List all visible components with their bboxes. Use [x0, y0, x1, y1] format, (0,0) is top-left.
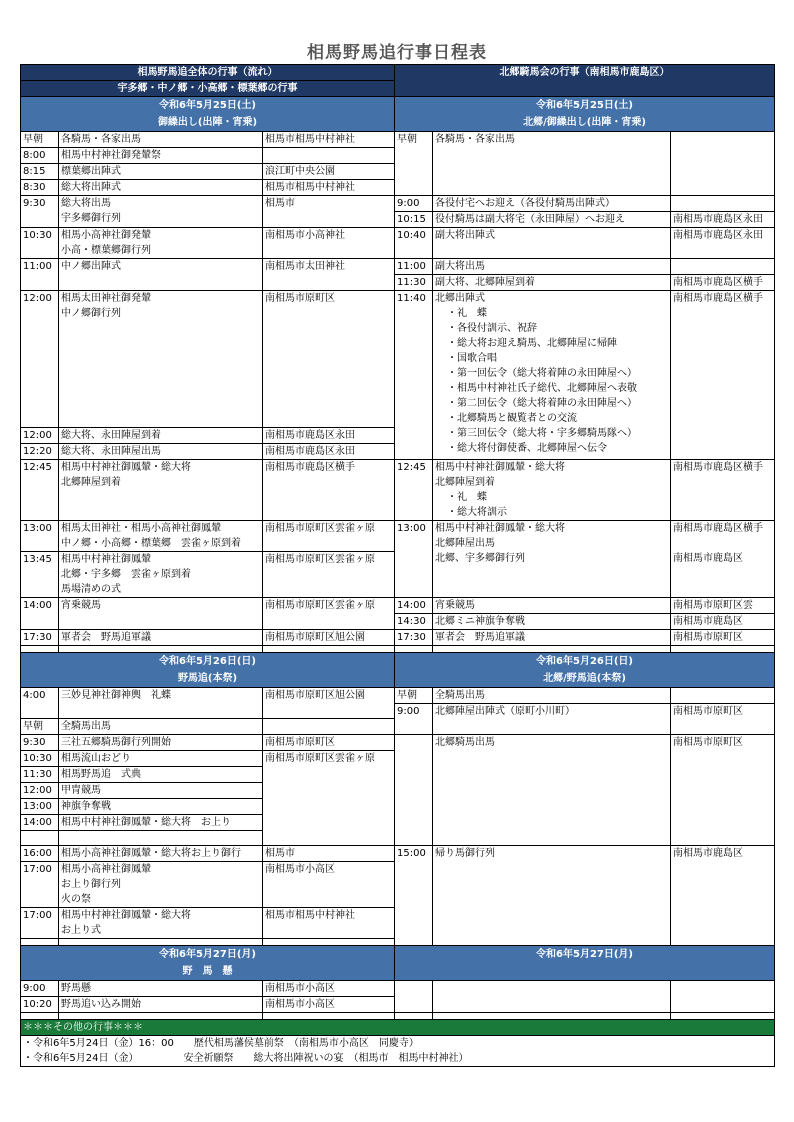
event-cell: 役付騎馬は副大将宅（永田陣屋）へお迎え: [433, 212, 671, 228]
time-cell: 8:00: [21, 148, 59, 164]
opening-ceremony-cell: [433, 291, 671, 460]
day1-date-left: 令和6年5月25日(土): [159, 100, 256, 111]
table-row: [21, 228, 775, 259]
time-cell: 8:30: [21, 180, 59, 196]
time-cell: 12:45: [395, 460, 433, 521]
place-cell: 相馬市相馬中村神社: [263, 180, 395, 196]
event-line: 北郷陣屋出馬: [435, 538, 496, 549]
table-row: [21, 460, 775, 521]
ceremony-item: ・国歌合唱: [447, 353, 498, 364]
time-cell: 10:30: [21, 228, 59, 259]
day3-date-left: 令和6年5月27日(月): [159, 949, 256, 960]
place-cell: 相馬市: [263, 196, 395, 228]
day1-header: [21, 97, 775, 132]
ceremony-item: ・第二回伝令（総大将着陣の永田陣屋へ）: [447, 398, 638, 409]
day1-name-left: 御繰出し(出陣・宵乗): [157, 117, 258, 128]
ceremony-item: ・礼 蝶: [447, 308, 488, 319]
left-subsection-title: 宇多郷・中ノ郷・小高郷・標葉郷の行事: [21, 81, 395, 97]
place-cell: 南相馬市鹿島区横手: [671, 291, 775, 460]
right-section-title: 北郷騎馬会の行事（南相馬市鹿島区）: [395, 65, 775, 97]
others-row: [21, 1036, 775, 1067]
event-cell: 野馬追い込み開始: [59, 997, 263, 1013]
event-cell: 相馬野馬追 式典: [59, 767, 263, 783]
event-cell: 相馬中村神社御発輦祭: [59, 148, 263, 164]
time-cell: 9:00: [395, 196, 433, 212]
ceremony-item: ・総大将お迎え騎馬、北郷陣屋に帰陣: [447, 338, 618, 349]
time-cell: 10:15: [395, 212, 433, 228]
event-cell: 総大将出陣式: [59, 180, 263, 196]
time-cell: 早朝: [395, 688, 433, 704]
place-cell: 南相馬市小高神社: [263, 228, 395, 259]
event-cell: 全騎馬出馬: [59, 719, 263, 735]
event-cell: 各騎馬・各家出馬: [59, 132, 263, 148]
event-line: 相馬中村神社御鳳輦: [61, 554, 151, 565]
time-cell: 14:00: [21, 815, 59, 831]
event-cell: 副大将出陣式: [433, 228, 671, 259]
event-cell: 各役付宅へお迎え（各役付騎馬出陣式）: [433, 196, 671, 212]
table-row: [21, 291, 775, 428]
event-cell: 総大将、永田陣屋到着: [59, 428, 263, 444]
event-line: 北郷陣屋到着: [435, 477, 496, 488]
others-line: ・令和6年5月24日（金）16：00 歴代相馬藩侯墓前祭 （南相馬市小高区 同慶寺）: [23, 1038, 419, 1049]
place-cell: 浪江町中央公園: [263, 164, 395, 180]
time-cell: 4:00: [21, 688, 59, 719]
place-cell: 南相馬市原町区旭公園: [263, 630, 395, 646]
place-cell: 南相馬市小高区: [263, 862, 395, 908]
schedule-table: [20, 64, 775, 1067]
event-line: 北郷、宇多郷御行列: [435, 553, 526, 564]
time-cell: 15:00: [395, 846, 433, 946]
others-line: ・令和6年5月24日（金） 安全祈願祭 総大将出陣祝いの宴 （相馬市 相馬中村神社）: [23, 1053, 469, 1064]
day1-name-right: 北郷/御繰出し(出陣・宵乗): [523, 117, 646, 128]
table-row: [21, 598, 775, 614]
time-cell: 13:00: [395, 521, 433, 598]
event-line: 馬場清めの式: [61, 584, 121, 595]
event-line: 中ノ郷・小高郷・標葉郷 雲雀ヶ原到着: [61, 538, 241, 549]
event-cell: 標葉郷出陣式: [59, 164, 263, 180]
left-section-title: 相馬野馬追全体の行事（流れ）: [21, 65, 395, 81]
time-cell: 13:00: [21, 521, 59, 552]
event-cell: 軍者会 野馬追軍議: [59, 630, 263, 646]
page-title: 相馬野馬追行事日程表: [307, 43, 487, 63]
time-cell: 11:30: [395, 275, 433, 291]
event-cell: 北郷ミニ神旗争奪戦: [433, 614, 671, 630]
event-cell: 副大将出馬: [433, 259, 671, 275]
event-cell: 北郷陣屋出陣式（原町小川町）: [433, 704, 671, 735]
event-line: 相馬中村神社御鳳輦・総大将: [61, 910, 191, 921]
time-cell: 9:00: [21, 981, 59, 997]
table-row: [21, 196, 775, 212]
time-cell: 8:15: [21, 164, 59, 180]
table-row: [21, 688, 775, 704]
event-cell: 北郷騎馬出馬: [433, 735, 671, 846]
place-cell: 南相馬市原町区旭公園: [263, 688, 395, 719]
time-cell: 17:30: [395, 630, 433, 646]
place-cell: 南相馬市小高区: [263, 997, 395, 1013]
event-cell: 宵乗競馬: [59, 598, 263, 630]
time-cell: 早朝: [21, 719, 59, 735]
day2-date-left: 令和6年5月26日(日): [159, 656, 256, 667]
place-cell: 南相馬市原町区: [671, 735, 775, 846]
table-row: [21, 521, 775, 552]
ceremony-item: ・北郷騎馬と観覧者との交流: [447, 413, 578, 424]
event-line: 中ノ郷御行列: [61, 308, 121, 319]
event-cell: 野馬懸: [59, 981, 263, 997]
place-cell: 相馬市相馬中村神社: [263, 908, 395, 939]
event-cell: 各騎馬・各家出馬: [433, 132, 671, 196]
time-cell: 9:30: [21, 735, 59, 751]
time-cell: 9:00: [395, 704, 433, 735]
ceremony-item: ・総大将訓示: [447, 507, 508, 518]
time-cell: 13:00: [21, 799, 59, 815]
day2-header: [21, 653, 775, 688]
section-header-row: [21, 65, 775, 81]
place-cell: 南相馬市鹿島区: [671, 846, 775, 946]
table-row: [21, 132, 775, 148]
event-cell: 相馬流山おどり: [59, 751, 263, 767]
place-cell: 南相馬市鹿島区横手: [671, 460, 775, 521]
time-cell: 16:00: [21, 846, 59, 862]
day3-header: [21, 946, 775, 981]
ceremony-item: ・相馬中村神社氏子総代、北郷陣屋へ表敬: [447, 383, 638, 394]
table-row: [21, 981, 775, 997]
time-cell: 12:00: [21, 783, 59, 799]
event-line: 相馬中村神社御鳳輦・総大将: [61, 462, 191, 473]
day1-date-right: 令和6年5月25日(土): [536, 100, 634, 111]
table-row: [21, 846, 775, 862]
place-cell: 南相馬市鹿島区横手: [671, 275, 775, 291]
place-cell: 南相馬市原町区雲雀ヶ原: [263, 552, 395, 598]
ceremony-item: ・第一回伝令（総大将着陣の永田陣屋へ）: [447, 368, 638, 379]
time-cell: 17:00: [21, 908, 59, 939]
table-row: [21, 259, 775, 275]
event-cell: 中ノ郷出陣式: [59, 259, 263, 291]
time-cell: 12:20: [21, 444, 59, 460]
time-cell: 14:30: [395, 614, 433, 630]
event-cell: 三妙見神社御神輿 礼蝶: [59, 688, 263, 719]
event-line: 相馬太田神社・相馬小高神社御鳳輦: [61, 523, 221, 534]
event-cell: 神旗争奪戦: [59, 799, 263, 815]
place-cell: 南相馬市鹿島区永田: [671, 228, 775, 259]
event-line: 北郷出陣式: [435, 293, 486, 304]
time-cell: 17:00: [21, 862, 59, 908]
place-cell: 南相馬市原町区: [671, 630, 775, 646]
others-header-row: [21, 1020, 775, 1036]
event-line: お上り式: [61, 925, 101, 936]
place-line: 南相馬市鹿島区: [673, 553, 744, 564]
time-cell: 12:00: [21, 428, 59, 444]
time-cell: 9:30: [21, 196, 59, 228]
place-cell: 南相馬市原町区: [263, 735, 395, 751]
event-line: 火の祭: [61, 894, 91, 905]
time-cell: 17:30: [21, 630, 59, 646]
time-cell: 11:00: [21, 259, 59, 291]
day3-date-right: 令和6年5月27日(月): [536, 949, 634, 960]
place-cell: 相馬市: [263, 846, 395, 862]
event-line: 総大将出馬: [61, 198, 111, 209]
table-row: [21, 735, 775, 751]
event-cell: 帰り馬御行列: [433, 846, 671, 946]
place-cell: 南相馬市鹿島区: [671, 614, 775, 630]
event-cell: 三社五郷騎馬御行列開始: [59, 735, 263, 751]
place-cell: 南相馬市原町区雲雀ヶ原: [263, 751, 395, 846]
event-line: 相馬中村神社御鳳輦・総大将: [435, 462, 566, 473]
day2-name-right: 北郷/野馬追(本祭): [543, 673, 626, 684]
day3-name-left: 野 馬 懸: [182, 966, 233, 977]
time-cell: 早朝: [21, 132, 59, 148]
time-cell: 14:00: [21, 598, 59, 630]
place-cell: 南相馬市鹿島区永田: [671, 212, 775, 228]
time-cell: 14:00: [395, 598, 433, 614]
event-line: 相馬小高神社御鳳輦: [61, 864, 151, 875]
place-cell: 相馬市相馬中村神社: [263, 132, 395, 148]
time-cell: 11:00: [395, 259, 433, 275]
event-line: 北郷陣屋到着: [61, 477, 121, 488]
place-cell: 南相馬市太田神社: [263, 259, 395, 291]
time-cell: 11:40: [395, 291, 433, 460]
place-cell: 南相馬市鹿島区永田: [263, 444, 395, 460]
event-line: 小高・標葉郷御行列: [61, 245, 151, 256]
event-cell: 相馬小高神社御鳳輦・総大将お上り御行: [59, 846, 263, 862]
time-cell: 12:00: [21, 291, 59, 428]
event-line: 宇多郷御行列: [61, 213, 121, 224]
place-cell: 南相馬市原町区: [671, 704, 775, 735]
time-cell: 10:40: [395, 228, 433, 259]
day2-name-left: 野馬追(本祭): [177, 673, 238, 684]
place-cell: 南相馬市原町区雲: [671, 598, 775, 614]
day2-date-right: 令和6年5月26日(日): [536, 656, 634, 667]
time-cell: 11:30: [21, 767, 59, 783]
others-header: ＊＊＊その他の行事＊＊＊: [21, 1020, 775, 1036]
time-cell: 12:45: [21, 460, 59, 521]
event-line: 相馬中村神社御鳳輦・総大将: [435, 523, 566, 534]
time-cell: 10:30: [21, 751, 59, 767]
event-cell: 軍者会 野馬追軍議: [433, 630, 671, 646]
place-cell: 南相馬市原町区: [263, 291, 395, 428]
event-line: 相馬太田神社御発輦: [61, 293, 151, 304]
ceremony-item: ・第三回伝令（総大将・宇多郷騎馬隊へ）: [447, 428, 638, 439]
event-line: 相馬小高神社御発輦: [61, 230, 151, 241]
place-cell: 南相馬市小高区: [263, 981, 395, 997]
time-cell: 13:45: [21, 552, 59, 598]
ceremony-item: ・総大将付御使番、北郷陣屋へ伝令: [447, 443, 608, 454]
event-line: 北郷・宇多郷 雲雀ヶ原到着: [61, 569, 191, 580]
place-cell: 南相馬市鹿島区横手: [263, 460, 395, 521]
place-cell: 南相馬市原町区雲雀ヶ原: [263, 598, 395, 630]
ceremony-item: ・礼 蝶: [447, 492, 488, 503]
event-cell: 副大将、北郷陣屋到着: [433, 275, 671, 291]
event-cell: 宵乗競馬: [433, 598, 671, 614]
place-line: 南相馬市鹿島区横手: [673, 523, 764, 534]
time-cell: 10:20: [21, 997, 59, 1013]
place-cell: 南相馬市原町区雲雀ヶ原: [263, 521, 395, 552]
event-line: お上り御行列: [61, 879, 121, 890]
ceremony-item: ・各役付訓示、祝辞: [447, 323, 538, 334]
event-cell: 甲冑競馬: [59, 783, 263, 799]
event-cell: 全騎馬出馬: [433, 688, 671, 704]
event-cell: 相馬中村神社御鳳輦・総大将 お上り: [59, 815, 263, 831]
event-cell: 総大将、永田陣屋出馬: [59, 444, 263, 460]
time-cell: 早朝: [395, 132, 433, 196]
table-row: [21, 630, 775, 646]
place-cell: 南相馬市鹿島区永田: [263, 428, 395, 444]
